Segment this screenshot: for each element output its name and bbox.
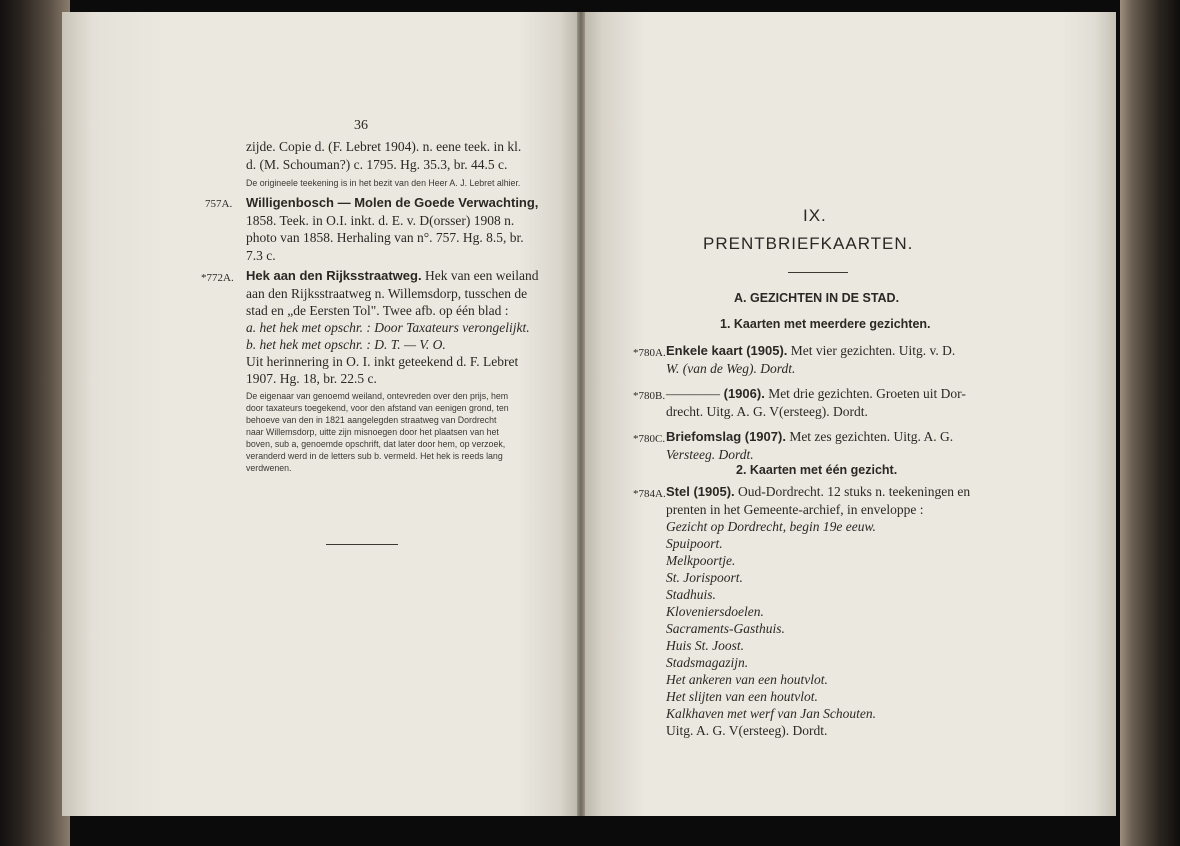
chapter-number: IX. (803, 206, 827, 225)
entry-heading-line (666, 343, 955, 359)
entry-title-rest: Hek van een weiland (421, 268, 539, 283)
entry-line: 7.3 c. (246, 248, 276, 263)
ditto-dash: ———— (666, 386, 720, 401)
entry-title: Enkele kaart (1905). (666, 343, 788, 358)
list-item: St. Jorispoort. (666, 570, 743, 585)
para-line: zijde. Copie d. (F. Lebret 1904). n. eene teek. in kl. (246, 139, 522, 154)
entry-line: 1858. Teek. in O.I. inkt. d. E. v. D(orsser) 1908 n. (246, 213, 515, 228)
note-line: De eigenaar van genoemd weiland, ontevreden over den prijs, hem (246, 391, 509, 401)
note-line: door taxateurs toegekend, voor den afstand van eenigen grond, ten (246, 403, 509, 413)
page-number: 36 (354, 118, 368, 133)
entry-number: *784A. (633, 488, 666, 500)
entry-title-rest: Met drie gezichten. Groeten uit Dor- (764, 386, 966, 401)
entry-title: (1906). (720, 386, 765, 401)
entry-line: aan den Rijksstraatweg n. Willemsdorp, tusschen de (246, 286, 528, 301)
subsection-heading: 1. Kaarten met meerdere gezichten. (720, 317, 931, 331)
entry-line: W. (van de Weg). Dordt. (666, 361, 796, 376)
chapter-title: PRENTBRIEFKAARTEN. (703, 234, 914, 253)
section-heading: A. GEZICHTEN IN DE STAD. (734, 291, 900, 305)
entry-title: Briefomslag (1907). (666, 429, 786, 444)
subsection-heading: 2. Kaarten met één gezicht. (736, 463, 898, 477)
entry-line: b. het hek met opschr. : D. T. — V. O. (246, 337, 446, 352)
book-edge-right (1120, 0, 1180, 846)
entry-heading-line (666, 484, 970, 500)
list-item: Stadhuis. (666, 587, 716, 602)
entry-title: Willigenbosch — Molen de Goede Verwachting, (246, 195, 539, 210)
entry-line: 1907. Hg. 18, br. 22.5 c. (246, 371, 377, 386)
entry-line: drecht. Uitg. A. G. V(ersteeg). Dordt. (666, 404, 868, 419)
list-item: Kalkhaven met werf van Jan Schouten. (666, 706, 876, 721)
note-line: verdwenen. (246, 463, 292, 473)
note-line: behoeve van den in 1821 aangelegden straatweg van Dordrecht (246, 415, 497, 425)
entry-title-rest: Met vier gezichten. Uitg. v. D. (787, 343, 956, 358)
entry-line: prenten in het Gemeente-archief, in enveloppe : (666, 502, 924, 517)
entry-title: Hek aan den Rijksstraatweg. (246, 268, 422, 283)
list-item: Het slijten van een houtvlot. (666, 689, 818, 704)
list-item: Gezicht op Dordrecht, begin 19e eeuw. (666, 519, 876, 534)
entry-heading-line (246, 268, 539, 284)
title-divider (788, 272, 848, 273)
list-item: Melkpoortje. (666, 553, 736, 568)
entry-closing: Uitg. A. G. V(ersteeg). Dordt. (666, 723, 828, 738)
section-divider (326, 544, 398, 545)
note-line: boven, sub a, genoemde opschrift, dat later door hem, op verzoek, (246, 439, 506, 449)
list-item: Spuipoort. (666, 536, 723, 551)
entry-title: Stel (1905). (666, 484, 735, 499)
note-line: naar Willemsdorp, uitte zijn misnoegen door het plaatsen van het (246, 427, 499, 437)
entry-line: stad en „de Eersten Tol". Twee afb. op één blad : (246, 303, 509, 318)
book-gutter (577, 12, 585, 816)
list-item: Huis St. Joost. (666, 638, 745, 653)
note-line: veranderd werd in de letters sub b. vermeld. Het hek is reeds lang (246, 451, 503, 461)
footnote: De origineele teekening is in het bezit van den Heer A. J. Lebret alhier. (246, 178, 521, 188)
entry-number: *772A. (201, 272, 234, 284)
entry-title-rest: Met zes gezichten. Uitg. A. G. (785, 429, 954, 444)
list-item: Kloveniersdoelen. (666, 604, 764, 619)
entry-number: 757A. (205, 198, 233, 210)
entry-number: *780B. (633, 390, 666, 402)
list-item: Het ankeren van een houtvlot. (666, 672, 828, 687)
book-edge-left (0, 0, 70, 846)
entry-line: Uit herinnering in O. I. inkt geteekend d. F. Lebret (246, 354, 519, 369)
entry-line: a. het hek met opschr. : Door Taxateurs verongelijkt. (246, 320, 530, 335)
entry-number: *780A. (633, 347, 666, 359)
list-item: Stadsmagazijn. (666, 655, 749, 670)
entry-title-rest: Oud-Dordrecht. 12 stuks n. teekeningen en (734, 484, 971, 499)
entry-heading-line (666, 429, 953, 445)
para-line: d. (M. Schouman?) c. 1795. Hg. 35.3, br. 44.5 c. (246, 157, 508, 172)
entry-line: Versteeg. Dordt. (666, 447, 754, 462)
entry-number: *780C. (633, 433, 666, 445)
entry-line: photo van 1858. Herhaling van n°. 757. Hg. 8.5, br. (246, 230, 524, 245)
entry-heading-line (666, 386, 966, 402)
list-item: Sacraments-Gasthuis. (666, 621, 785, 636)
